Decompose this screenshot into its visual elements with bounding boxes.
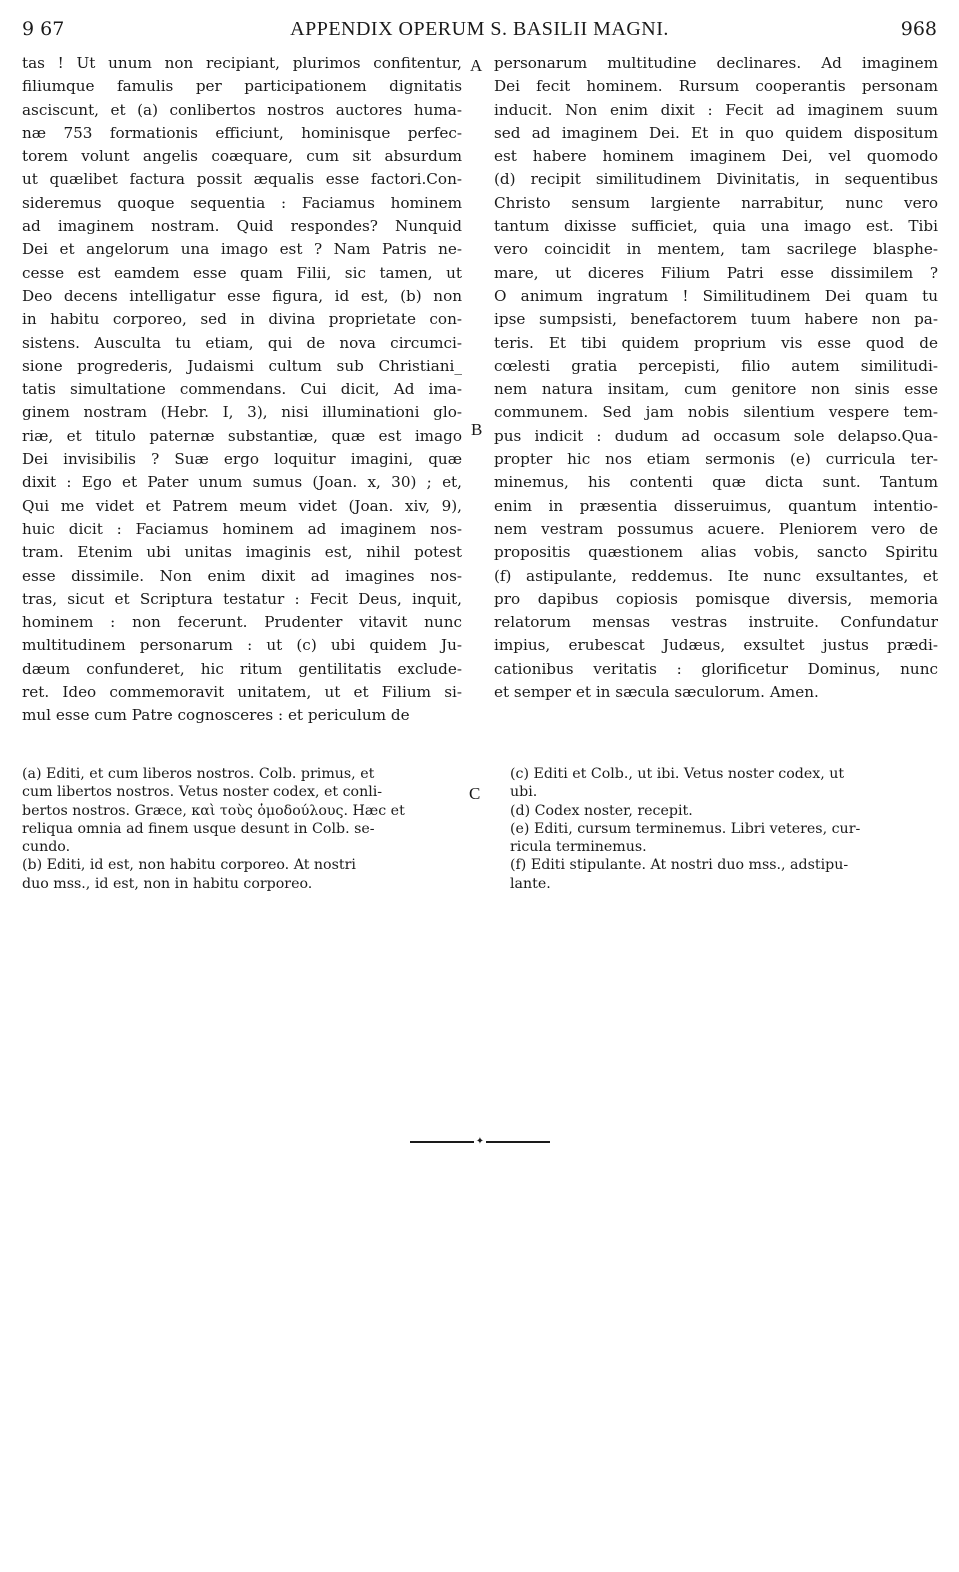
- text-line: impius, erubescat Judæus, exsultet justus prædi-: [494, 636, 938, 655]
- text-line: hominem : non fecerunt. Prudenter vitavit nunc: [22, 613, 462, 632]
- text-line: asciscunt, et (a) conlibertos nostros auctores huma-: [22, 100, 462, 119]
- text-line: in habitu corporeo, sed in divina proprietate con-: [22, 310, 462, 329]
- text-line: est habere hominem imaginem Dei, vel quomodo: [494, 147, 938, 166]
- text-line: sistens. Ausculta tu etiam, qui de nova circumci-: [22, 333, 462, 352]
- text-line: propositis quæstionem alias vobis, sancto Spiritu: [494, 543, 938, 562]
- text-line: relatorum mensas vestras instruite. Confundatur: [494, 613, 938, 632]
- text-line: Qui me videt et Patrem meum videt (Joan. xiv, 9),: [22, 496, 462, 515]
- text-line: Dei invisibilis ? Suæ ergo loquitur imagini, quæ: [22, 450, 462, 469]
- text-line: tantum dixisse sufficiet, quia una imago est. Tibi: [494, 217, 938, 236]
- text-line: (d) recipit similitudinem Divinitatis, in sequentibus: [494, 170, 938, 189]
- margin-marker-b: B: [471, 420, 483, 439]
- text-line: tram. Etenim ubi unitas imaginis est, nihil potest: [22, 543, 462, 562]
- text-line: sideremus quoque sequentia : Faciamus hominem: [22, 193, 462, 212]
- text-line: minemus, his contenti quæ dicta sunt. Tantum: [494, 473, 938, 492]
- text-line: dæum confunderet, hic ritum gentilitatis excludе-: [22, 659, 462, 678]
- footnotes-right: [510, 765, 938, 893]
- text-line: sed ad imaginem Dei. Et in quo quidem dispositum: [494, 123, 938, 142]
- text-line: Deo decens intelligatur esse figura, id est, (b) non: [22, 286, 462, 305]
- text-line: pro dapibus copiosis pomisque diversis, memoria: [494, 589, 938, 608]
- text-line: cœlesti gratia percepisti, filio autem similitudi-: [494, 356, 938, 375]
- text-line: O animum ingratum ! Similitudinem Dei quam tu: [494, 286, 938, 305]
- text-line: multitudinem personarum : ut (c) ubi quidem Ju-: [22, 636, 462, 655]
- text-line: communem. Sed jam nobis silentium vespere tem-: [494, 403, 938, 422]
- footnote-line: cundo.: [22, 839, 71, 856]
- text-line: torem volunt angelis coæquare, cum sit absurdum: [22, 147, 462, 166]
- footnote-line: ricula terminemus.: [510, 839, 647, 856]
- text-line: (f) astipulante, reddemus. Ite nunc exsultantes, et: [494, 566, 938, 585]
- text-line: tras, sicut et Scriptura testatur : Fecit Deus, inquit,: [22, 589, 462, 608]
- text-line: ut quælibet factura possit æqualis esse factori.Con-: [22, 170, 462, 189]
- text-line: et semper et in sæcula sæculorum. Amen.: [494, 683, 819, 702]
- text-line: cesse est eamdem esse quam Filii, sic tamen, ut: [22, 263, 462, 282]
- footnote-line: cum libertos nostros. Vetus noster codex, et conli-: [22, 784, 383, 801]
- text-line: tatis simultatione commendans. Cui dicit, Ad ima-: [22, 380, 462, 399]
- footnote-line: (a) Editi, et cum liberos nostros. Colb. primus, et: [22, 766, 375, 782]
- footnote-line: duo mss., id est, non in habitu corporeo.: [22, 875, 313, 892]
- text-line: inducit. Non enim dixit : Fecit ad imaginem suum: [494, 100, 938, 119]
- text-line: mul esse cum Patre cognosceres : et periculum de: [22, 706, 410, 725]
- footnotes-left: [22, 765, 462, 893]
- footnote-line: bertos nostros. Græce, καὶ τοὺς ὁμοδούλους. Hæc et: [22, 802, 405, 819]
- text-line: Dei fecit hominem. Rursum cooperantis personam: [494, 77, 938, 96]
- text-line: filiumque famulis per participationem dignitatis: [22, 77, 462, 96]
- text-line: personarum multitudine declinares. Ad imaginem: [494, 54, 938, 72]
- text-line: pus indicit : dudum ad occasum sole delapso.Qua-: [494, 426, 938, 445]
- text-line: enim in præsentia disseruimus, quantum intentio-: [494, 496, 938, 515]
- text-line: riæ, et titulo paternæ substantiæ, quæ est imago: [22, 426, 462, 445]
- footnote-line: (f) Editi stipulante. At nostri duo mss., adstipu-: [510, 857, 849, 874]
- closing-ornament: ✦: [410, 1137, 550, 1147]
- text-line: Dei et angelorum una imago est ? Nam Patris ne-: [22, 240, 462, 259]
- text-line: cationibus veritatis : glorificetur Dominus, nunc: [494, 659, 938, 678]
- footnote-line: (e) Editi, cursum terminemus. Libri veteres, cur-: [510, 820, 861, 837]
- text-line: sione progrederis, Judaismi cultum sub Christiani_: [22, 356, 462, 375]
- text-line: huic dicit : Faciamus hominem ad imaginem nos-: [22, 519, 462, 538]
- text-line: ipse sumpsisti, benefactorem tuum habere non pa-: [494, 310, 938, 329]
- text-line: propter hic nos etiam sermonis (e) curricula ter-: [494, 450, 938, 469]
- text-line: Christo sensum largiente narrabitur, nunc vero: [494, 193, 938, 212]
- text-line: ginem nostram (Hebr. I, 3), nisi illuminationi glo-: [22, 403, 462, 422]
- footnote-line: (c) Editi et Colb., ut ibi. Vetus noster codex, ut: [510, 766, 845, 782]
- text-line: tas ! Ut unum non recipiant, plurimos confitentur,: [22, 54, 462, 72]
- text-line: ad imaginem nostram. Quid respondes? Nunquid: [22, 217, 462, 236]
- text-line: vero coincidit in mentem, tam sacrilege blasphe-: [494, 240, 938, 259]
- text-line: næ 753 formationis efficiunt, hominisque perfec-: [22, 123, 462, 142]
- running-header: [0, 18, 959, 44]
- footnote-line: lante.: [510, 875, 551, 892]
- text-line: nem natura insitam, cum genitore non sinis esse: [494, 380, 938, 399]
- text-line: teris. Et tibi quidem proprium vis esse quod de: [494, 333, 938, 352]
- text-line: esse dissimile. Non enim dixit ad imagines nos-: [22, 566, 462, 585]
- margin-marker-a: A: [470, 56, 483, 75]
- right-text-column: [494, 52, 938, 704]
- text-line: dixit : Ego et Pater unum sumus (Joan. x, 30) ; et,: [22, 473, 462, 492]
- text-line: ret. Ideo commemoravit unitatem, ut et Filium si-: [22, 683, 462, 702]
- page-number-right: 968: [900, 18, 937, 40]
- text-line: mare, ut diceres Filium Patri esse dissimilem ?: [494, 263, 938, 282]
- footnote-line: reliqua omnia ad finem usque desunt in Colb. se-: [22, 820, 375, 837]
- footnote-line: ubi.: [510, 784, 538, 801]
- running-title: APPENDIX OPERUM S. BASILII MAGNI.: [290, 18, 669, 40]
- page-number-left: 9 67: [22, 18, 65, 40]
- margin-marker-c: C: [469, 784, 481, 803]
- footnote-line: (b) Editi, id est, non habitu corporeo. At nostri: [22, 857, 356, 874]
- footnote-line: (d) Codex noster, recepit.: [510, 802, 693, 819]
- text-line: nem vestram possumus acuere. Pleniorem vero de: [494, 519, 938, 538]
- left-text-column: [22, 52, 462, 728]
